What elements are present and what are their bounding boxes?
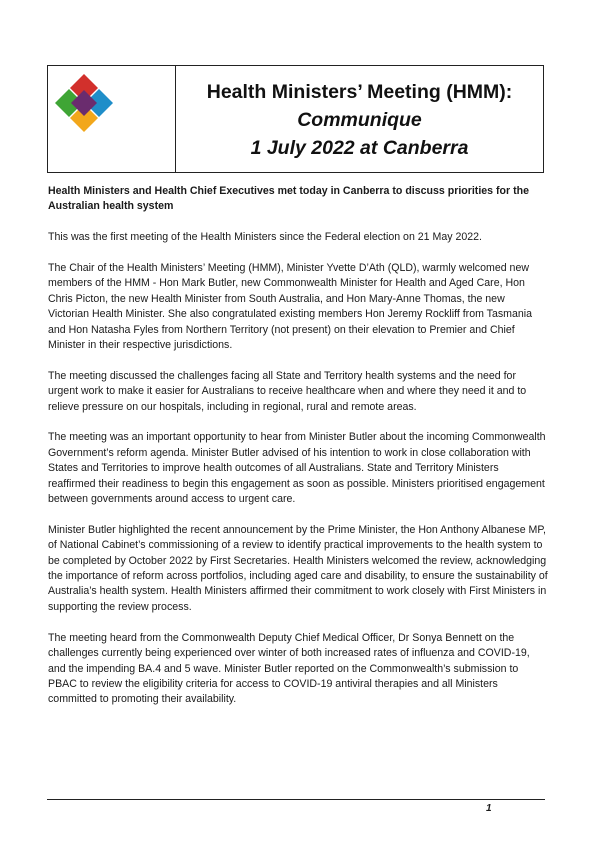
footer-divider <box>47 799 545 800</box>
page-title: Health Ministers’ Meeting (HMM): <box>206 81 513 103</box>
header-box <box>47 65 544 173</box>
page-subtitle: Communique <box>297 109 422 131</box>
paragraph-review: Minister Butler highlighted the recent announcement by the Prime Minister, the Hon Anthony Albanese MP, of National Cabinet’s commissioning of a review to identify practical improvements to the health system to be completed by October 2022 by First Secretaries. Health Ministers welcomed the review, acknowledging the importance of reform across portfolios, including aged care and disability, to ensure the sustainability of Australia’s health system. Health Ministers affirmed their commitment to work closely with First Ministers in supporting the review process. <box>48 523 548 613</box>
title-cell <box>176 66 543 172</box>
lead-paragraph: Health Ministers and Health Chief Executives met today in Canberra to discuss priorities for the Australian health system <box>48 185 529 213</box>
communique-body <box>48 184 548 723</box>
paragraph-reform-agenda: The meeting was an important opportunity to hear from Minister Butler about the incoming Commonwealth Government’s reform agenda. Minister Butler advised of his intention to work in close collaboration with States and Territories to improve health outcomes of all Australians. State and Territory Ministers reaffirmed their readiness to begin this engagement as soon as possible. Ministers prioritised engagement between governments around access to urgent care. <box>48 431 546 506</box>
meeting-date-location: 1 July 2022 at Canberra <box>250 137 469 159</box>
paragraph-covid: The meeting heard from the Commonwealth Deputy Chief Medical Officer, Dr Sonya Bennett on the challenges currently being experienced over winter of both increased rates of influenza and COVID-19, and the impending BA.4 and 5 wave. Minister Butler reported on the Commonwealth’s submission to PBAC to review the eligibility criteria for access to COVID-19 antiviral therapies and all Ministers committed to promoting their availability. <box>48 631 530 706</box>
hmm-logo-icon <box>53 72 115 134</box>
logo-center-diamond <box>71 90 97 116</box>
paragraph-first-meeting: This was the first meeting of the Health Ministers since the Federal election on 21 May 2022. <box>48 231 482 244</box>
logo-cell <box>48 66 176 172</box>
paragraph-challenges: The meeting discussed the challenges facing all State and Territory health systems and the need for urgent work to make it easier for Australians to receive healthcare when and where they need it and to relieve pressure on our hospitals, including in regional, rural and remote areas. <box>48 369 527 413</box>
paragraph-welcome: The Chair of the Health Ministers’ Meeting (HMM), Minister Yvette D’Ath (QLD), warmly welcomed new members of the HMM - Hon Mark Butler, new Commonwealth Minister for Health and Aged Care, Hon Chris Picton, the new Health Minister from South Australia, and Hon Mary-Anne Thomas, the new Victorian Health Minister. She also congratulated existing members Hon Jeremy Rockliff from Tasmania and Hon Natasha Fyles from Northern Territory (not present) on their elevation to Premier and Chief Minister in their respective jurisdictions. <box>48 262 532 352</box>
page-number: 1 <box>486 803 492 814</box>
